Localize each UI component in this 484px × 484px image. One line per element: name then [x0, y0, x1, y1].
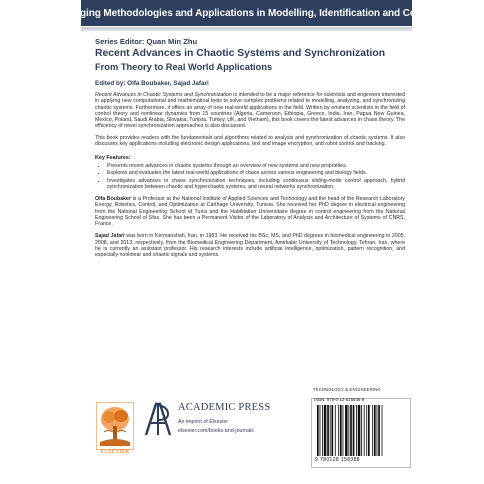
barcode-graphic: [315, 405, 405, 456]
intro-paragraph: [95, 92, 405, 130]
key-feature-item: • Presents recent advances in chaotic systems through an overview of new systems and new proprieties.: [107, 163, 405, 169]
academic-press-logo: [144, 401, 172, 437]
bio-name: Sajad Jafari: [95, 233, 125, 240]
intro-text: is intended to be a major reference for scientists and engineers interested in applying new computational and mathematical tools to solve complex problems related to modelling, analyzing, and synchronizing chaotic systems. Furthermore, it offers an array of new real-world applications in the field. Written by eminent scientists in the field of control theory and nonlinear dynamics from 15 countries (Algeria, Cameroon, Ethiopia, Greece, India, Iran, Papua New Guinea, Mexico, Poland, Saudi Arabia, Slovakia, Tunisia, Turkey, UK, and Vietnam), this book covers the latest advances in chaos theory. The efficiency of novel synchronization approaches is also discussed.: [95, 92, 405, 130]
elsevier-wordmark: ELSEVIER: [100, 449, 130, 455]
cover-text: [95, 37, 405, 258]
series-title: Emerging Methodologies and Applications in Modelling, Identification and Control: [55, 7, 438, 19]
academic-press-wordmark: ACADEMIC PRESS: [178, 402, 271, 413]
imprint-line: An imprint of Elsevier: [178, 419, 229, 425]
barcode-number: 9 780128 158388: [315, 457, 360, 463]
elsevier-tree-logo: [96, 402, 134, 450]
key-feature-item: • Explores and evaluates the latest real-world applications of chaos across various engineering and biology fields.: [107, 170, 405, 176]
series-editor: Series Editor: Quan Min Zhu: [95, 37, 198, 46]
bio-sajad-jafari: [95, 233, 405, 258]
bio-name: Olfa Boubaker: [95, 196, 132, 202]
bio-olfa-boubaker: [95, 196, 405, 227]
key-features-list: [95, 163, 405, 190]
series-banner: [55, 0, 438, 26]
bio-text: is a Professor at the National Institute of Applied Sciences and Technology and the head of the Research Laboratory Energy, Robotics, Control, and Optimization at Carthage University, Tunisia. She received her PhD degree in electrical engineering from the National Engineering School of Tunis and the Habilitation Universitaire degree in control engineering from the National Engineering School of Sfax. She has been a Permanent Visitor of the Laboratory of Analysis and Architecture of Systems of CNRS, France.: [95, 196, 405, 227]
edited-by: Edited by: Olfa Boubaker, Sajad Jafari: [95, 80, 209, 87]
key-feature-item: • Investigates advances in chaos synchronization techniques, including continuous sliding-mode control approach, hybrid synchronization between chaotic and hyperchaotic systems, and neural networks synchronization.: [107, 178, 405, 191]
banner-rule: [81, 27, 412, 31]
isbn-text: ISBN: 978-0-12-815838-8: [314, 397, 365, 402]
bio-text: was born in Kermanshah, Iran, in 1983. He received his BSc, MS, and PhD degrees in biomedical engineering in 2005, 2008, and 2013, respectively, from the Biomedical Engineering Department, Amirkabir University of Technology, Tehran, Iran, where he is currently an assistant professor. His research interests include artificial intelligence, optimization, pattern recognition, and especially nonlinear and chaotic signals and systems.: [95, 233, 405, 258]
fundamentals-paragraph: This book provides readers with the fundamentals and algorithms related to analysis and synchronization of chaotic systems. It also discusses key applications including electronic design applications, text and image encryption, and robot control and tracking.: [95, 134, 405, 147]
book-title: Recent Advances in Chaotic Systems and Synchronization: [95, 48, 386, 59]
key-features-heading: Key Features:: [95, 155, 131, 161]
category-label: TECHNOLOGY & ENGINEERING: [313, 387, 381, 392]
publisher-website: elsevier.com/books-and-journals: [178, 428, 254, 434]
book-subtitle: From Theory to Real World Applications: [95, 62, 273, 72]
intro-title: Recent Advances in Chaotic Systems and Synchronization: [95, 92, 232, 98]
